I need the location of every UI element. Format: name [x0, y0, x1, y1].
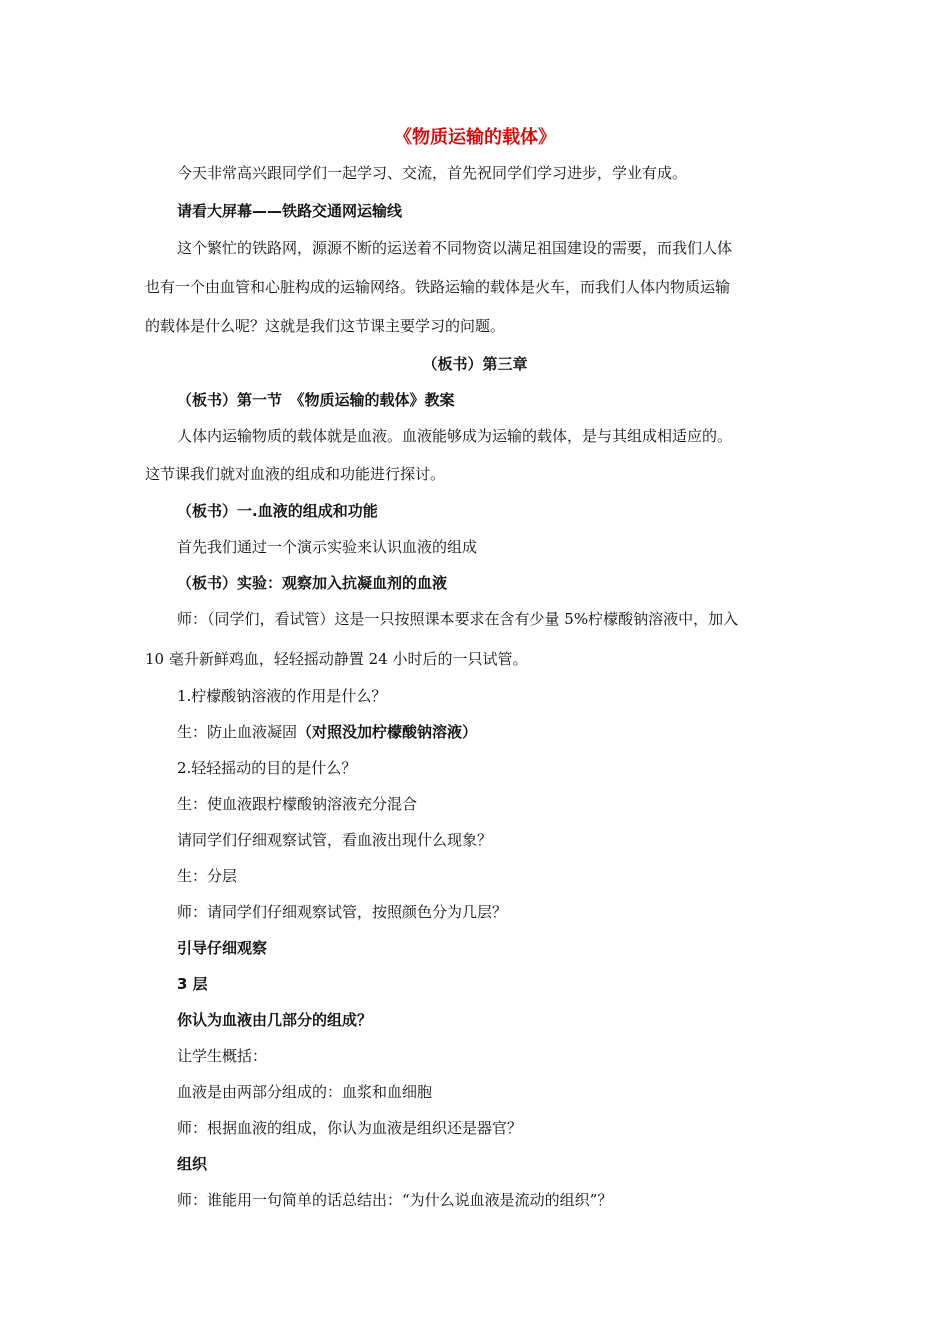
paragraph-final-question: 师：谁能用一句简单的话总结出：“为什么说血液是流动的组织”？ — [177, 1191, 613, 1209]
paragraph-tissue-or-organ: 师：根据血液的组成，你认为血液是组织还是器官？ — [177, 1119, 523, 1137]
paragraph-layers: 师：请同学们仔细观察试管，按照颜色分为几层？ — [177, 903, 508, 921]
board-composition: （板书）一.血液的组成和功能 — [177, 502, 378, 520]
heading-big-screen: 请看大屏幕——铁路交通网运输线 — [177, 202, 403, 220]
question-2: 2.轻轻摇动的目的是什么？ — [177, 759, 357, 777]
bold-three-layers: 3 层 — [177, 975, 208, 993]
paragraph-railway-line1: 这个繁忙的铁路网，源源不断的运送着不同物资以满足祖国建设的需要，而我们人体 — [177, 239, 733, 257]
answer-1 — [177, 722, 477, 742]
paragraph-observe: 请同学们仔细观察试管，看血液出现什么现象？ — [177, 831, 493, 849]
paragraph-blood-line1: 人体内运输物质的载体就是血液。血液能够成为运输的载体，是与其组成相适应的。 — [177, 427, 733, 445]
paragraph-railway-line2: 也有一个由血管和心脏构成的运输网络。铁路运输的载体是火车，而我们人体内物质运输 — [145, 278, 731, 296]
bold-tissue: 组织 — [177, 1155, 208, 1173]
answer-1-text: 生：防止血液凝固 — [177, 723, 298, 741]
bold-guide: 引导仔细观察 — [177, 939, 268, 957]
paragraph-teacher-line2: 10 毫升新鲜鸡血，轻轻摇动静置 24 小时后的一只试管。 — [145, 650, 528, 668]
board-experiment: （板书）实验：观察加入抗凝血剂的血液 — [177, 574, 448, 592]
paragraph-greeting: 今天非常高兴跟同学们一起学习、交流，首先祝同学们学习进步，学业有成。 — [177, 164, 688, 182]
document-title: 《物质运输的载体》 — [394, 127, 556, 148]
paragraph-two-parts: 血液是由两部分组成的：血浆和血细胞 — [177, 1083, 433, 1101]
question-1: 1.柠檬酸钠溶液的作用是什么？ — [177, 687, 387, 705]
answer-3: 生：分层 — [177, 867, 238, 885]
paragraph-demo: 首先我们通过一个演示实验来认识血液的组成 — [177, 538, 478, 556]
paragraph-summarize: 让学生概括： — [177, 1047, 268, 1065]
answer-2: 生：使血液跟柠檬酸钠溶液充分混合 — [177, 795, 418, 813]
paragraph-blood-line2: 这节课我们就对血液的组成和功能进行探讨。 — [145, 465, 446, 483]
board-section: （板书）第一节 《物质运输的载体》教案 — [177, 391, 455, 409]
paragraph-railway-line3: 的载体是什么呢？这就是我们这节课主要学习的问题。 — [145, 317, 506, 335]
answer-1-note: （对照没加柠檬酸钠溶液） — [297, 723, 478, 741]
paragraph-teacher-line1: 师：（同学们，看试管）这是一只按照课本要求在含有少量 5%柠檬酸钠溶液中，加入 — [177, 610, 739, 628]
board-chapter: （板书）第三章 — [422, 355, 528, 373]
bold-question-parts: 你认为血液由几部分的组成？ — [177, 1011, 373, 1029]
